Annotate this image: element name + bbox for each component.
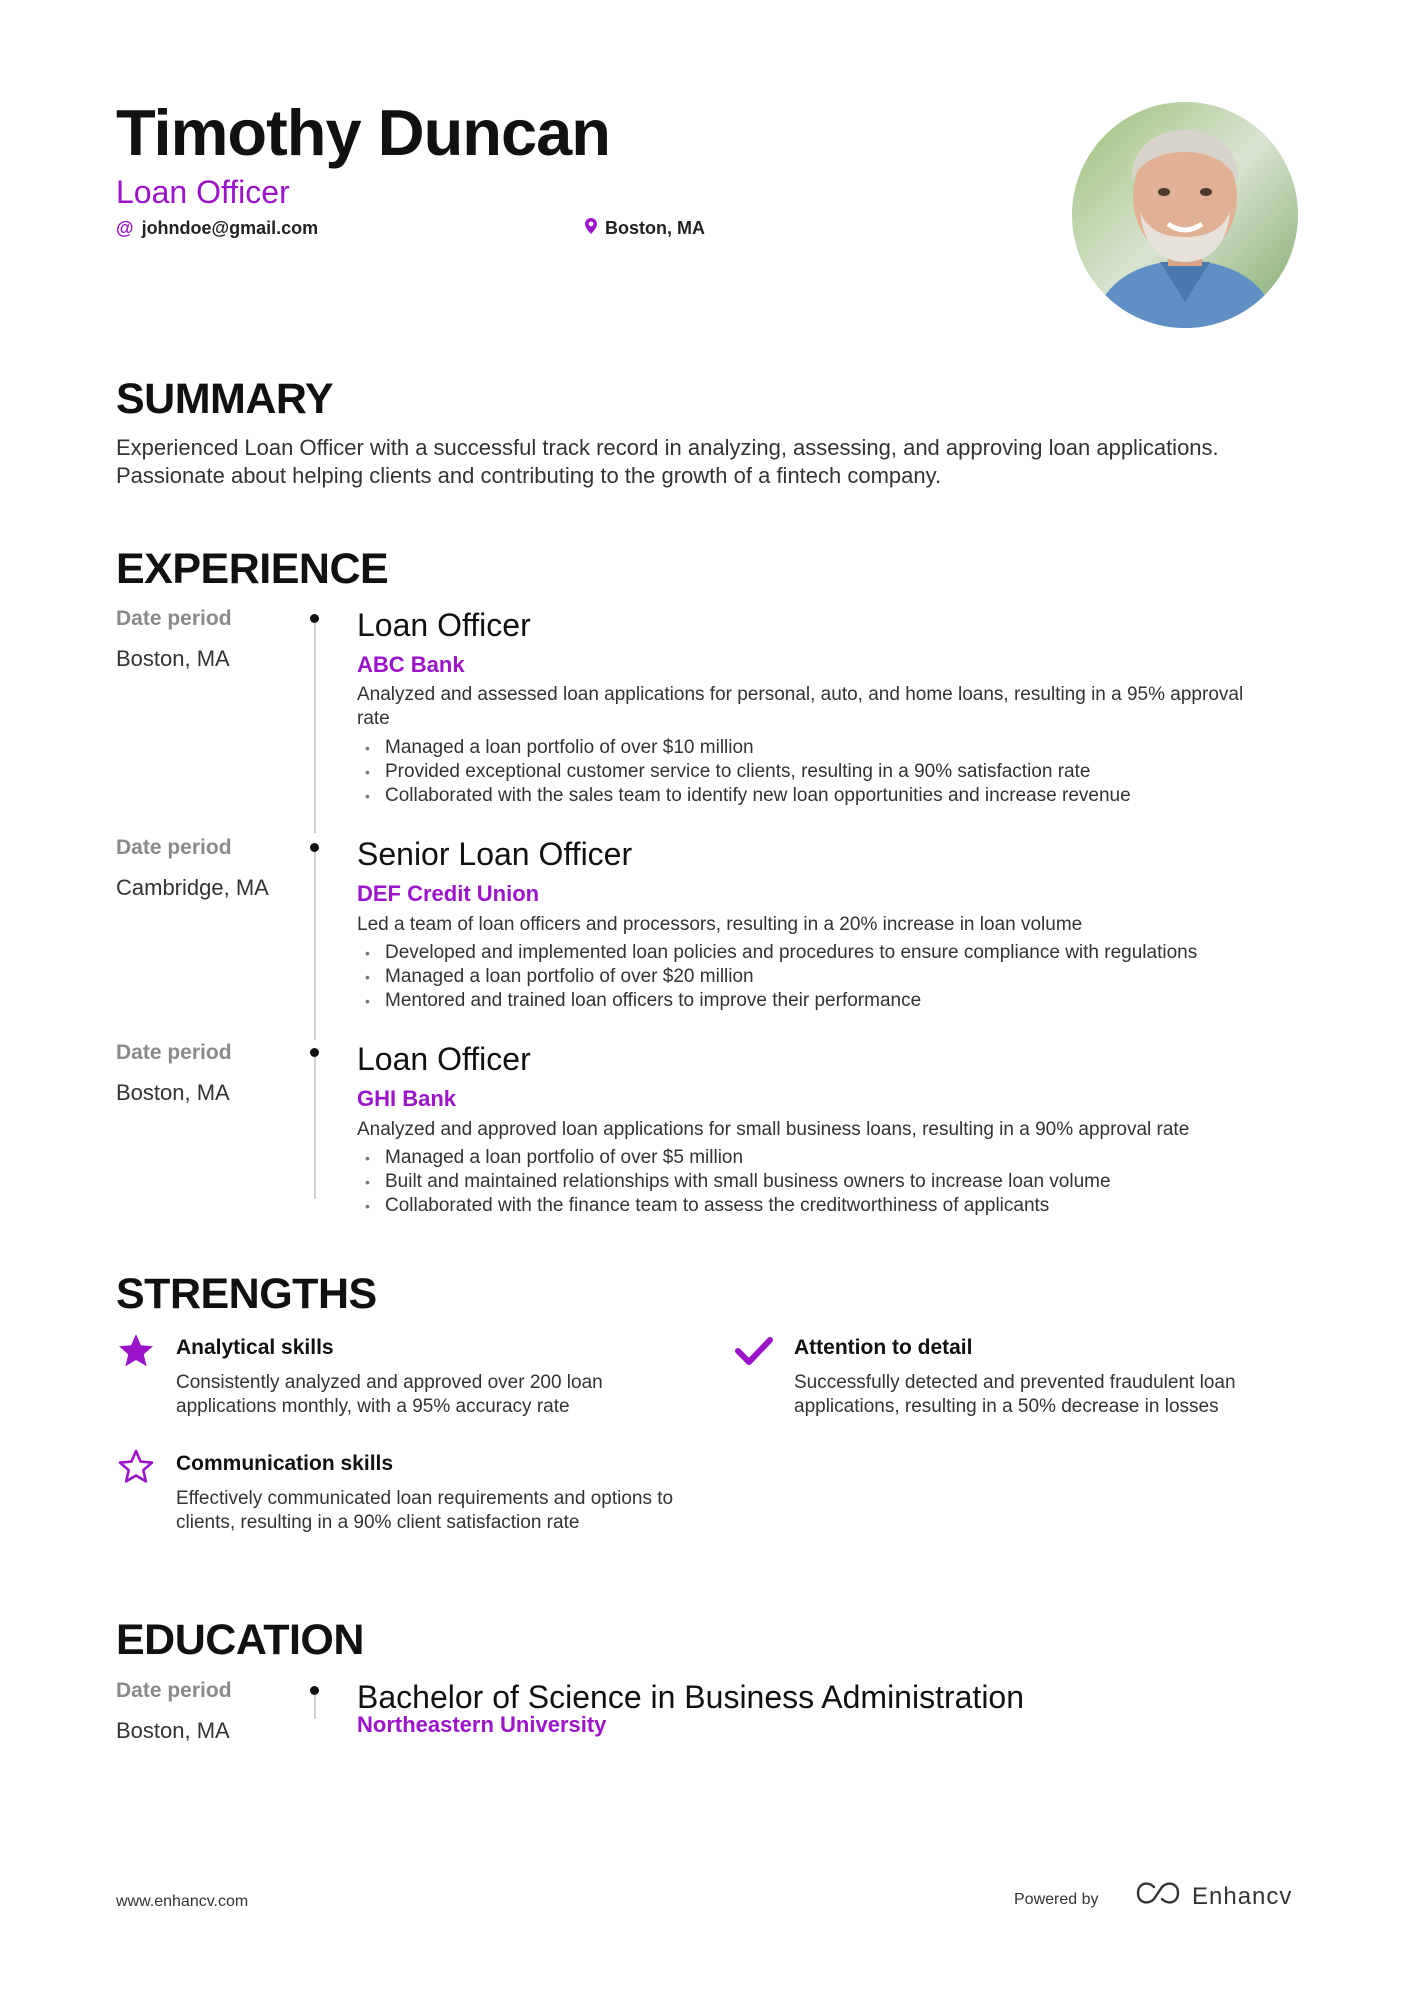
timeline-line <box>314 623 316 833</box>
profile-photo <box>1072 102 1298 328</box>
company-name[interactable]: DEF Credit Union <box>357 881 540 906</box>
date-period: Date period <box>116 607 232 630</box>
job-location: Boston, MA <box>116 1080 230 1105</box>
list-item: • Collaborated with the finance team to assess the creditworthiness of applicants <box>357 1194 1297 1218</box>
map-pin-icon <box>585 218 597 239</box>
strength-description: Successfully detected and prevented fraudulent loan applications, resulting in a 50% decrease in losses <box>794 1372 1236 1417</box>
experience-entry <box>0 1040 1410 1230</box>
footer-website-link[interactable]: www.enhancv.com <box>116 1893 249 1910</box>
strength-title: Attention to detail <box>794 1336 973 1359</box>
summary-heading: SUMMARY <box>116 375 334 423</box>
date-period: Date period <box>116 1041 232 1064</box>
list-item: • Managed a loan portfolio of over $10 million <box>357 736 1297 760</box>
school-location: Boston, MA <box>116 1718 230 1743</box>
job-location: Cambridge, MA <box>116 875 269 900</box>
strength-title: Analytical skills <box>176 1336 334 1359</box>
powered-by-label: Powered by <box>1014 1891 1099 1908</box>
timeline-dot <box>310 614 319 623</box>
job-title: Senior Loan Officer <box>357 836 633 872</box>
checkmark-icon <box>734 1331 774 1371</box>
enhancv-logo-icon <box>1134 1881 1182 1912</box>
date-period: Date period <box>116 1679 232 1702</box>
list-item: • Developed and implemented loan policies and procedures to ensure compliance with regulations <box>357 941 1297 965</box>
education-entry <box>0 1678 1410 1758</box>
summary-text: Experienced Loan Officer with a successful track record in analyzing, assessing, and approving loan applications. Passionate about helping clients and contributing to the growth of a fintech company. <box>116 435 1219 488</box>
list-item: • Managed a loan portfolio of over $20 million <box>357 965 1297 989</box>
list-item: • Provided exceptional customer service to clients, resulting in a 90% satisfaction rate <box>357 760 1297 784</box>
enhancv-logo[interactable] <box>1134 1881 1292 1912</box>
candidate-role: Loan Officer <box>116 174 290 210</box>
achievement-list <box>357 941 1297 1013</box>
job-description: Analyzed and approved loan applications for small business loans, resulting in a 90% approval rate <box>357 1119 1190 1140</box>
list-item: • Collaborated with the sales team to identify new loan opportunities and increase revenue <box>357 784 1297 808</box>
outline-star-icon <box>116 1447 156 1487</box>
contact-email[interactable] <box>116 218 318 239</box>
brand-name: Enhancv <box>1192 1882 1293 1910</box>
list-item: • Mentored and trained loan officers to improve their performance <box>357 989 1297 1013</box>
timeline-line <box>314 1057 316 1199</box>
experience-entry <box>0 606 1410 836</box>
candidate-name: Timothy Duncan <box>116 96 611 169</box>
email-text: johndoe@gmail.com <box>141 218 319 238</box>
job-location: Boston, MA <box>116 646 230 671</box>
experience-heading: EXPERIENCE <box>116 545 389 593</box>
achievement-list <box>357 1146 1297 1218</box>
company-name[interactable]: GHI Bank <box>357 1086 457 1111</box>
achievement-list <box>357 736 1297 808</box>
strengths-heading: STRENGTHS <box>116 1270 377 1318</box>
degree-title: Bachelor of Science in Business Administration <box>357 1679 1025 1715</box>
timeline-dot <box>310 843 319 852</box>
contact-location <box>585 218 705 239</box>
job-description: Led a team of loan officers and processors, resulting in a 20% increase in loan volume <box>357 914 1083 935</box>
location-text: Boston, MA <box>605 218 705 238</box>
job-description: Analyzed and assessed loan applications for personal, auto, and home loans, resulting in a 95% approval rate <box>357 684 1244 729</box>
job-title: Loan Officer <box>357 1041 531 1077</box>
strength-title: Communication skills <box>176 1452 394 1475</box>
education-heading: EDUCATION <box>116 1616 364 1664</box>
timeline-line <box>314 1695 316 1719</box>
date-period: Date period <box>116 836 232 859</box>
company-name[interactable]: ABC Bank <box>357 652 465 677</box>
strength-description: Effectively communicated loan requirements and options to clients, resulting in a 90% client satisfaction rate <box>176 1488 674 1533</box>
job-title: Loan Officer <box>357 607 531 643</box>
timeline-dot <box>310 1048 319 1057</box>
strength-description: Consistently analyzed and approved over 200 loan applications monthly, with a 95% accuracy rate <box>176 1372 603 1417</box>
list-item: • Built and maintained relationships with small business owners to increase loan volume <box>357 1170 1297 1194</box>
school-name[interactable]: Northeastern University <box>357 1712 607 1737</box>
timeline-dot <box>310 1686 319 1695</box>
list-item: • Managed a loan portfolio of over $5 million <box>357 1146 1297 1170</box>
experience-entry <box>0 835 1410 1040</box>
timeline-line <box>314 852 316 1040</box>
at-icon: @ <box>116 218 134 238</box>
filled-star-icon <box>116 1331 156 1371</box>
